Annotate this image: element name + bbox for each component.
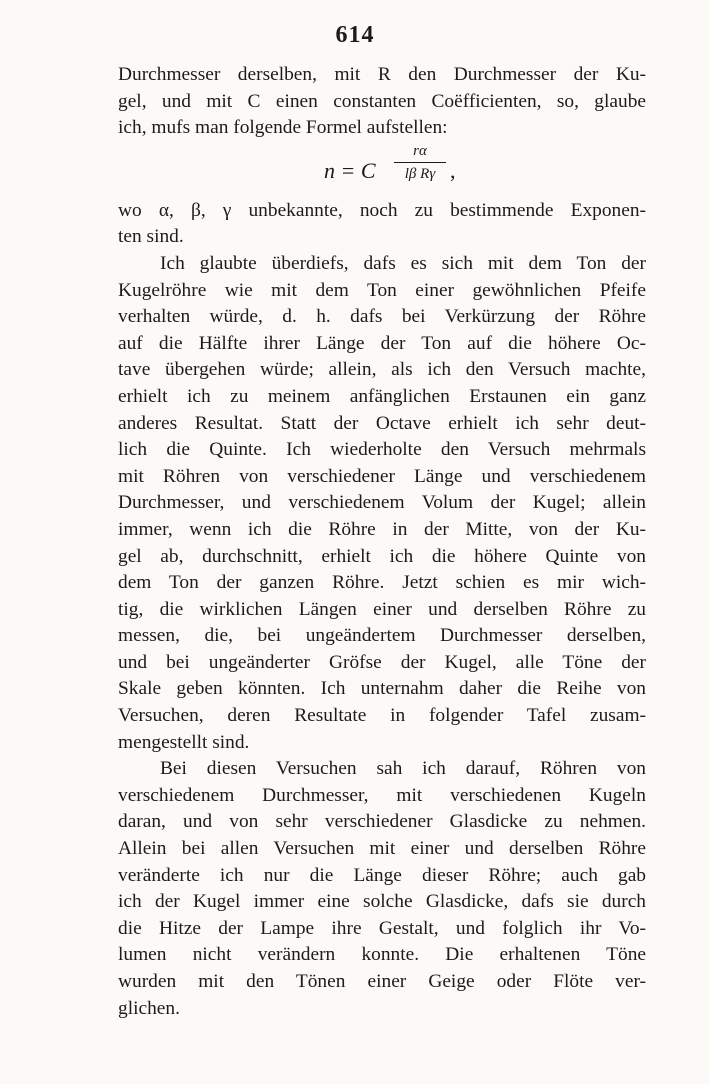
text-line: ich, mufs man folgende Formel aufstellen: <box>118 117 448 139</box>
formula-numerator: rα <box>413 142 427 159</box>
paragraph-3 <box>118 251 646 756</box>
text-line: messen, die, bei ungeändertem Durchmesser derselben, <box>118 625 646 647</box>
text-line: verhalten würde, d. h. dafs bei Verkürzung der Röhre <box>118 306 646 328</box>
text-line: ich der Kugel immer eine solche Glasdicke, dafs sie durch <box>118 891 646 913</box>
text-line: tave übergehen würde; allein, als ich den Versuch machte, <box>118 359 646 381</box>
text-line: immer, wenn ich die Röhre in der Mitte, von der Ku- <box>118 518 646 540</box>
formula-denominator: lβ Rγ <box>404 165 436 182</box>
text-line: anderes Resultat. Statt der Octave erhielt ich sehr deut- <box>118 412 646 434</box>
formula-fraction <box>394 142 446 183</box>
text-line: glichen. <box>118 997 180 1019</box>
text-line: mit Röhren von verschiedener Länge und verschiedenem <box>118 465 646 487</box>
fraction-bar <box>394 162 446 163</box>
text-line: gel, und mit C einen constanten Coëfficienten, so, glaube <box>118 90 646 112</box>
text-line: dem Ton der ganzen Röhre. Jetzt schien es mir wich- <box>118 572 646 594</box>
formula-lhs: n = C <box>324 157 376 183</box>
text-line: mengestellt sind. <box>118 731 250 753</box>
text-line: Kugelröhre wie mit dem Ton einer gewöhnlichen Pfeife <box>118 279 646 301</box>
text-line: erhielt ich zu meinem anfänglichen Erstaunen ein ganz <box>118 385 646 407</box>
text-line: wurden mit den Tönen einer Geige oder Flöte ver- <box>118 971 646 992</box>
text-line: gel ab, durchschnitt, erhielt ich die höhere Quinte von <box>118 545 646 567</box>
text-line: Durchmesser, und verschiedenem Volum der Kugel; allein <box>118 492 646 514</box>
text-line: ten sind. <box>118 226 184 248</box>
text-line: daran, und von sehr verschiedener Glasdicke zu nehmen. <box>118 811 646 833</box>
paragraph-4 <box>118 756 646 1022</box>
paragraph-1 <box>118 62 646 142</box>
text-line: verschiedenem Durchmesser, mit verschiedenen Kugeln <box>118 784 646 806</box>
text-line: tig, die wirklichen Längen einer und derselben Röhre zu <box>118 598 646 620</box>
text-line: lumen nicht verändern konnte. Die erhaltenen Töne <box>118 944 646 966</box>
text-line: Allein bei allen Versuchen mit einer und derselben Röhre <box>118 838 646 860</box>
text-line: auf die Hälfte ihrer Länge der Ton auf die höhere Oc- <box>118 332 646 354</box>
formula <box>118 142 646 198</box>
formula-comma: , <box>450 157 456 183</box>
text-line: veränderte ich nur die Länge dieser Röhre; auch gab <box>118 864 646 886</box>
text-line: Ich glaubte überdiefs, dafs es sich mit dem Ton der <box>160 252 646 274</box>
text-line: Durchmesser derselben, mit R den Durchmesser der Ku- <box>118 64 646 85</box>
page-number: 614 <box>335 22 375 48</box>
text-line: Skale geben könnten. Ich unternahm daher die Reihe von <box>118 678 646 700</box>
text-line: wo α, β, γ unbekannte, noch zu bestimmende Exponen- <box>118 199 646 221</box>
text-line: Versuchen, deren Resultate in folgender Tafel zusam- <box>118 705 646 727</box>
body-text <box>118 62 646 1022</box>
text-line: lich die Quinte. Ich wiederholte den Versuch mehrmals <box>118 439 646 461</box>
text-line: und bei ungeänderter Gröfse der Kugel, alle Töne der <box>118 651 646 673</box>
text-line: Bei diesen Versuchen sah ich darauf, Röhren von <box>160 758 646 780</box>
paragraph-2 <box>118 198 646 251</box>
text-line: die Hitze der Lampe ihre Gestalt, und folglich ihr Vo- <box>118 917 646 939</box>
